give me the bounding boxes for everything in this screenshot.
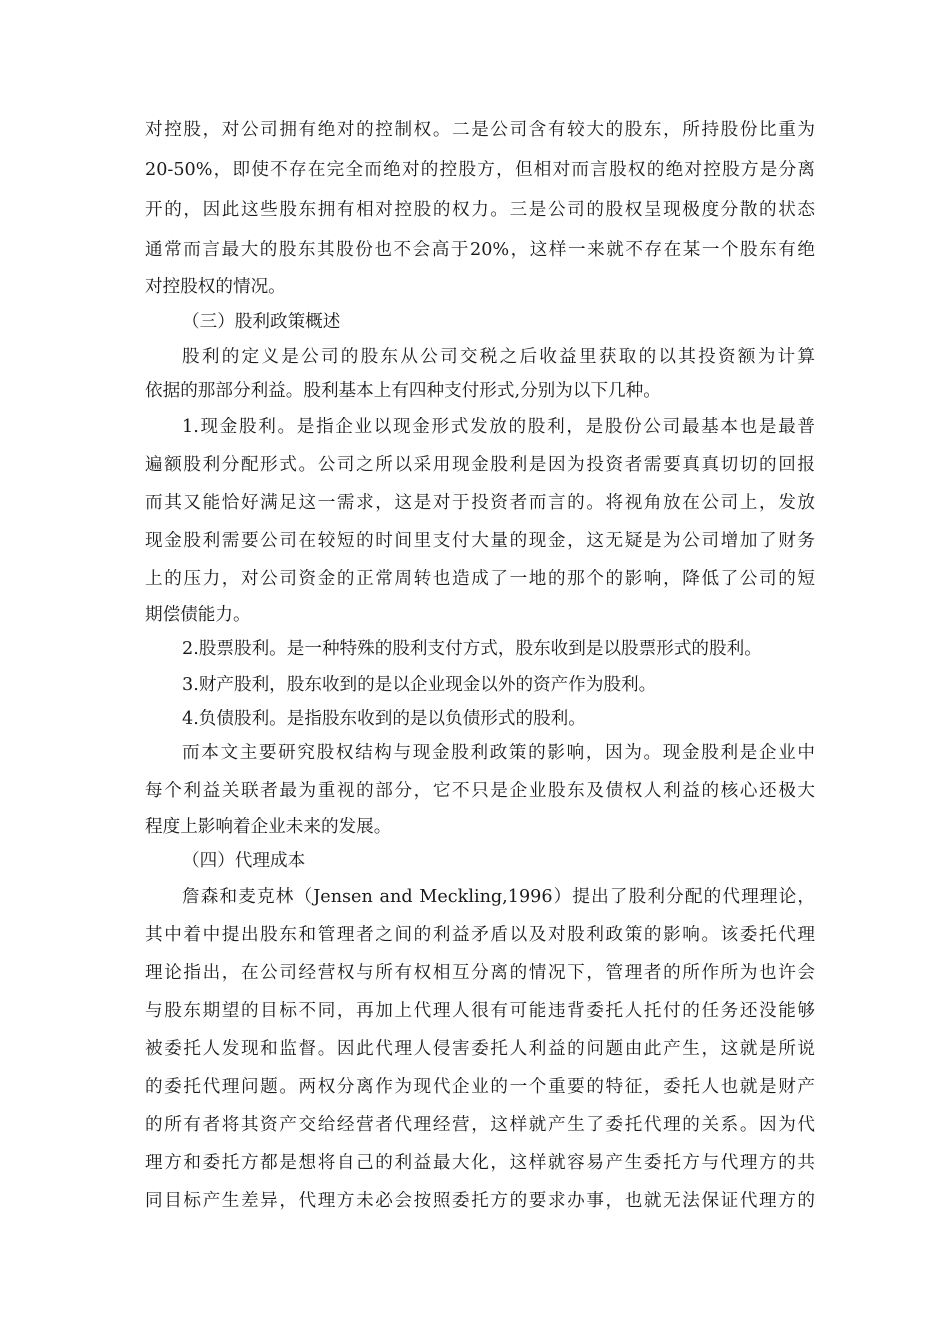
text-line: 对控股，对公司拥有绝对的控制权。二是公司含有较大的股东，所持股份比重为 [145, 120, 815, 140]
text-line: 现金股利需要公司在较短的时间里支付大量的现金，这无疑是为公司增加了财务 [145, 531, 815, 551]
text-line: 1.现金股利。是指企业以现金形式发放的股利，是股份公司最基本也是最普 [182, 417, 815, 437]
section-heading: （三）股利政策概述 [182, 312, 341, 332]
text-line: 程度上影响着企业未来的发展。 [145, 817, 392, 837]
text-line: 通常而言最大的股东其股份也不会高于20%，这样一来就不存在某一个股东有绝 [145, 240, 815, 260]
text-line: 3.财产股利，股东收到的是以企业现金以外的资产作为股利。 [182, 675, 657, 695]
text-line: 开的，因此这些股东拥有相对控股的权力。三是公司的股权呈现极度分散的状态 [145, 200, 815, 220]
text-line: 遍额股利分配形式。公司之所以采用现金股利是因为投资者需要真真切切的回报 [145, 455, 815, 475]
text-line: 而本文主要研究股权结构与现金股利政策的影响，因为。现金股利是企业中 [182, 743, 815, 763]
text-line: 20-50%，即使不存在完全而绝对的控股方，但相对而言股权的绝对控股方是分离 [145, 160, 815, 180]
text-line: 理方和委托方都是想将自己的利益最大化，这样就容易产生委托方与代理方的共 [145, 1153, 815, 1173]
text-line: 依据的那部分利益。股利基本上有四种支付形式,分别为以下几种。 [145, 381, 661, 401]
text-line: 而其又能恰好满足这一需求，这是对于投资者而言的。将视角放在公司上，发放 [145, 493, 815, 513]
text-line: 4.负债股利。是指股东收到的是以负债形式的股利。 [182, 709, 586, 729]
text-line: 其中着中提出股东和管理者之间的利益矛盾以及对股利政策的影响。该委托代理 [145, 925, 815, 945]
text-line: 上的压力，对公司资金的正常周转也造成了一地的那个的影响，降低了公司的短 [145, 569, 815, 589]
text-line: 2.股票股利。是一种特殊的股利支付方式，股东收到是以股票形式的股利。 [182, 639, 762, 659]
text-line: 理论指出，在公司经营权与所有权相互分离的情况下，管理者的所作所为也许会 [145, 963, 815, 983]
text-line: 与股东期望的目标不同，再加上代理人很有可能违背委托人托付的任务还没能够 [145, 1001, 815, 1021]
text-line: 詹森和麦克林（Jensen and Meckling,1996）提出了股利分配的代理理论， [182, 887, 815, 907]
text-line: 的委托代理问题。两权分离作为现代企业的一个重要的特征，委托人也就是财产 [145, 1077, 815, 1097]
text-line: 同目标产生差异，代理方未必会按照委托方的要求办事，也就无法保证代理方的 [145, 1191, 815, 1211]
text-line: 每个利益关联者最为重视的部分，它不只是企业股东及债权人利益的核心还极大 [145, 781, 815, 801]
text-line: 期偿债能力。 [145, 605, 251, 625]
text-line: 的所有者将其资产交给经营者代理经营，这样就产生了委托代理的关系。因为代 [145, 1115, 815, 1135]
section-heading: （四）代理成本 [182, 851, 306, 871]
text-line: 被委托人发现和监督。因此代理人侵害委托人利益的问题由此产生，这就是所说 [145, 1039, 815, 1059]
text-line: 对控股权的情况。 [145, 277, 286, 297]
text-line: 股利的定义是公司的股东从公司交税之后收益里获取的以其投资额为计算 [182, 347, 815, 367]
